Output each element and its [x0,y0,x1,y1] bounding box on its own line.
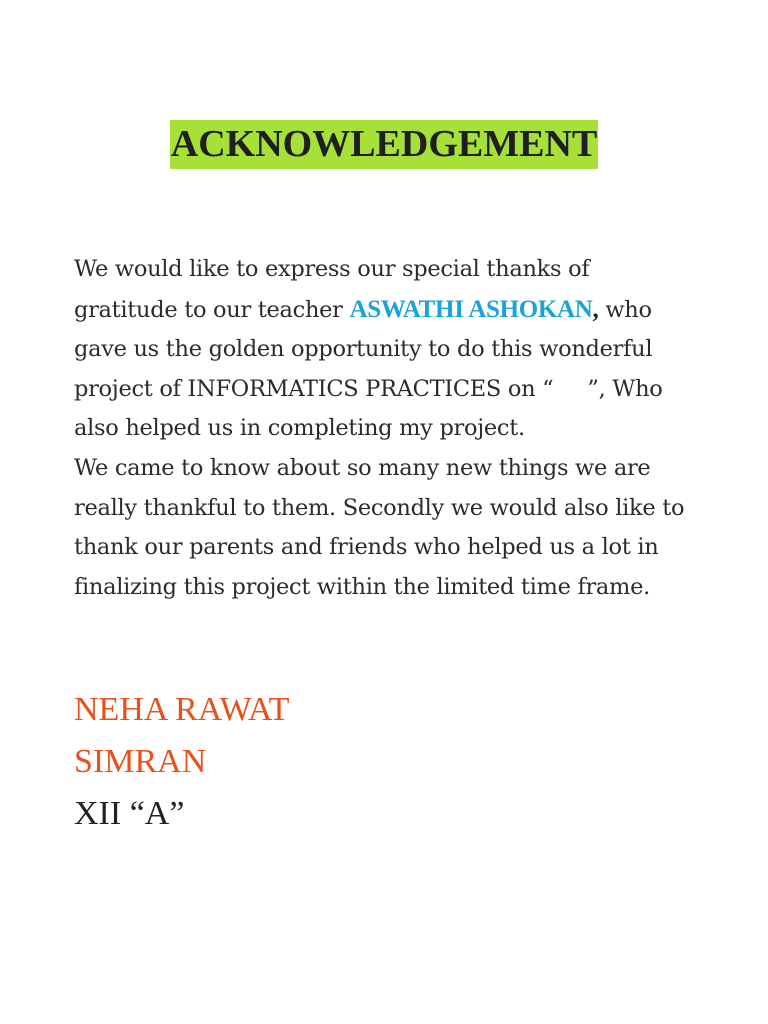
paragraph-1-intro: We would like to express our special thanks of gratitude to our teacher [74,256,590,323]
title-container [0,120,768,169]
page-title: ACKNOWLEDGEMENT [170,120,598,169]
teacher-name: ASWATHI ASHOKAN [349,295,593,323]
signature-name-2: SIMRAN [74,743,207,780]
acknowledgement-body [74,250,694,607]
paragraph-1-end: ”, Who also helped us in completing my project. [74,375,663,442]
paragraph-2: We came to know about so many new things we are really thankful to them. Secondly we would also like to thank our parents and friends who helped us a lot in finalizing this project within the limited time frame. [74,454,685,600]
teacher-comma: , [592,295,599,323]
paragraph-1 [74,250,694,449]
signature-class: XII “A” [74,795,185,832]
signature-name-1: NEHA RAWAT [74,691,290,728]
paragraph-1-middle: who gave us the golden opportunity to do this wonderful project of INFORMATICS PRACTICES on “ [74,296,653,402]
